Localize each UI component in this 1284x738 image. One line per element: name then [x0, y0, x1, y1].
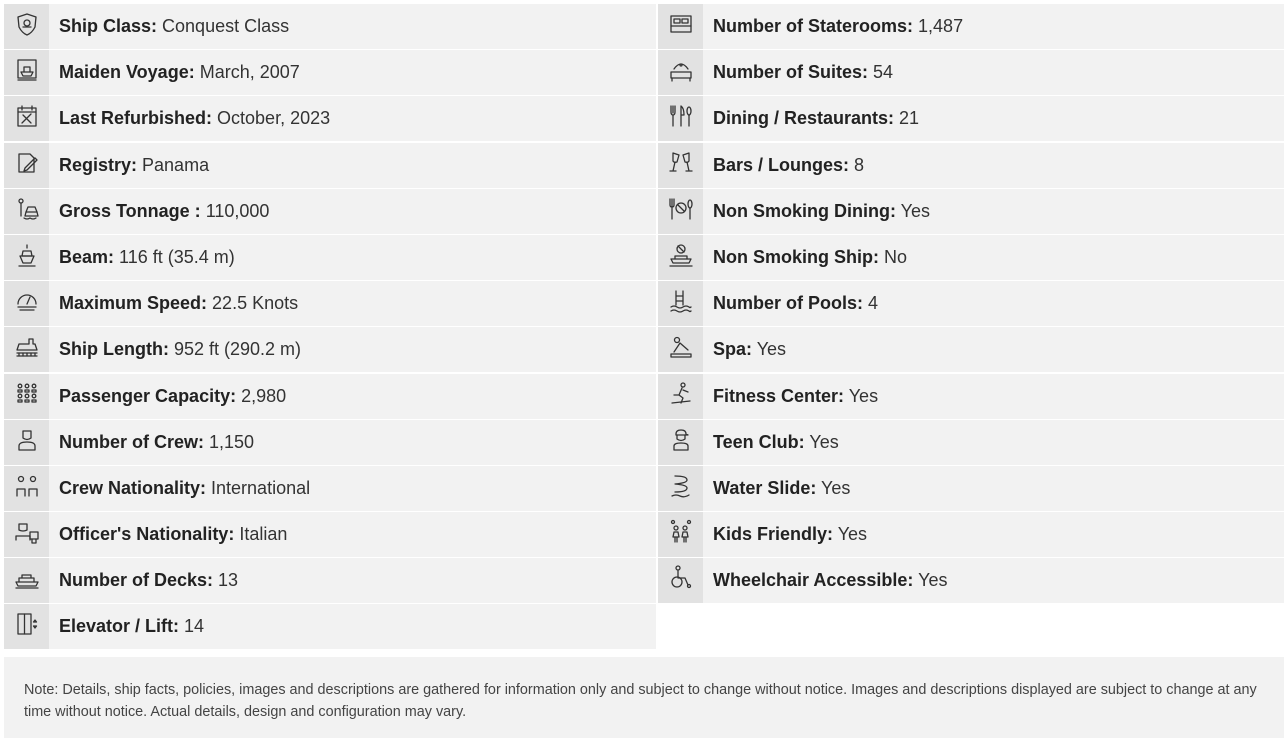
fact-icon-cell [4, 327, 49, 372]
fact-label: Kids Friendly: [713, 524, 834, 545]
fact-row [4, 327, 656, 372]
fact-label: Registry: [59, 154, 138, 175]
fact-value: October, 2023 [212, 108, 331, 129]
fact-text [703, 386, 878, 407]
ship-facts-left-column [4, 4, 656, 651]
ship-frame-icon [14, 57, 40, 88]
fact-value: Yes [844, 385, 879, 406]
fact-row [4, 96, 656, 141]
fact-text [703, 293, 878, 314]
ship-front-icon [14, 242, 40, 273]
fact-value: Yes [895, 200, 931, 221]
fact-label: Wheelchair Accessible: [713, 570, 914, 591]
fact-text [49, 339, 301, 360]
bed-icon [668, 11, 694, 42]
fact-value: 54 [868, 62, 894, 83]
fact-text [49, 201, 269, 222]
fact-label: Crew Nationality: [59, 477, 207, 498]
crew-member-icon [14, 427, 40, 458]
fact-icon-cell [658, 420, 703, 465]
fact-text [49, 247, 235, 268]
fact-text [49, 478, 310, 499]
fact-text [703, 478, 850, 499]
fact-icon-cell [658, 327, 703, 372]
no-smoking-dining-icon [668, 196, 694, 227]
fact-text [49, 524, 287, 545]
fact-value: 8 [849, 154, 865, 175]
fact-value: 2,980 [236, 385, 287, 406]
fact-label: Number of Suites: [713, 62, 869, 83]
fact-value: Conquest Class [157, 16, 290, 36]
calendar-tools-icon [14, 103, 40, 134]
fact-value: Yes [752, 339, 787, 360]
fact-value: 13 [213, 570, 239, 591]
fact-label: Ship Class: [59, 16, 158, 36]
fact-text [49, 62, 300, 83]
fact-text [703, 108, 919, 129]
fact-icon-cell [658, 558, 703, 603]
fact-icon-cell [658, 235, 703, 280]
fact-value: 14 [179, 616, 205, 637]
fact-label: Elevator / Lift: [59, 616, 180, 637]
fact-value: 1,150 [204, 431, 255, 452]
fact-icon-cell [658, 466, 703, 511]
fact-icon-cell [4, 374, 49, 419]
fact-icon-cell [658, 4, 703, 49]
fact-value: Yes [833, 524, 868, 545]
fact-label: Number of Pools: [713, 293, 864, 314]
fact-value: March, 2007 [194, 62, 300, 83]
fact-value: Panama [137, 154, 210, 175]
fact-row [658, 96, 1284, 141]
fact-value: 22.5 Knots [207, 293, 299, 314]
fact-icon-cell [4, 235, 49, 280]
fact-row [658, 4, 1284, 49]
fact-text [49, 293, 298, 314]
fact-label: Passenger Capacity: [59, 385, 237, 406]
fact-label: Number of Crew: [59, 431, 205, 452]
speedometer-icon [14, 288, 40, 319]
fact-value: 4 [863, 293, 879, 314]
cruise-ship-decks-icon [14, 565, 40, 596]
disclaimer-note: Note: Details, ship facts, policies, images and descriptions are gathered for information only and subject to change without notice. Images and descriptions displayed are subject to change at any time without notice. Actual details, design and configuration may vary. [4, 657, 1284, 738]
fact-text [49, 108, 330, 129]
spa-icon [668, 334, 694, 365]
fact-text [703, 62, 893, 83]
fact-icon-cell [658, 50, 703, 95]
fact-row [4, 235, 656, 280]
elevator-icon [14, 611, 40, 642]
fact-value: 116 ft (35.4 m) [114, 246, 235, 267]
fact-value: Yes [913, 570, 948, 591]
fact-text [703, 432, 839, 453]
fact-text [703, 247, 907, 268]
fact-icon-cell [4, 281, 49, 326]
fact-row [658, 235, 1284, 280]
teen-icon [668, 427, 694, 458]
no-smoking-ship-icon [668, 242, 694, 273]
fact-icon-cell [4, 50, 49, 95]
cutlery-icon [668, 103, 694, 134]
fact-row [4, 143, 656, 188]
fact-label: Officer's Nationality: [59, 524, 235, 545]
fact-row [658, 420, 1284, 465]
fact-row [4, 466, 656, 511]
fact-row [4, 50, 656, 95]
fact-icon-cell [658, 512, 703, 557]
fact-row [4, 512, 656, 557]
fact-text [49, 16, 289, 37]
wheelchair-icon [668, 565, 694, 596]
fact-icon-cell [658, 374, 703, 419]
document-pen-icon [14, 150, 40, 181]
fact-value: Yes [804, 431, 839, 452]
fact-text [49, 616, 204, 637]
shield-icon [14, 11, 40, 42]
passengers-icon [14, 381, 40, 412]
fact-text [49, 155, 209, 176]
fact-icon-cell [4, 143, 49, 188]
water-slide-icon [668, 473, 694, 504]
fact-icon-cell [4, 466, 49, 511]
kids-icon [668, 519, 694, 550]
fact-value: 1,487 [913, 16, 964, 36]
fact-label: Dining / Restaurants: [713, 108, 895, 129]
fact-row [658, 466, 1284, 511]
fact-text [703, 570, 947, 591]
fact-icon-cell [4, 512, 49, 557]
anchor-ship-icon [14, 196, 40, 227]
fact-icon-cell [4, 604, 49, 649]
fact-label: Bars / Lounges: [713, 154, 850, 175]
fact-text [49, 570, 238, 591]
fact-row [4, 189, 656, 234]
fact-text [703, 16, 963, 37]
fact-label: Number of Staterooms: [713, 16, 914, 36]
fact-text [49, 432, 254, 453]
fact-value: Italian [234, 524, 288, 545]
fact-row [658, 327, 1284, 372]
fact-label: Maiden Voyage: [59, 62, 195, 83]
fact-text [703, 155, 864, 176]
fact-label: Water Slide: [713, 477, 817, 498]
fact-row [658, 374, 1284, 419]
fact-icon-cell [4, 96, 49, 141]
fact-label: Maximum Speed: [59, 293, 208, 314]
fact-label: Non Smoking Ship: [713, 246, 879, 267]
fact-row [4, 4, 656, 49]
suite-bed-icon [668, 57, 694, 88]
fact-value: International [206, 477, 311, 498]
ship-facts-right-column [658, 4, 1284, 604]
fact-row [658, 558, 1284, 603]
fact-value: No [879, 246, 908, 267]
fact-icon-cell [658, 143, 703, 188]
fact-label: Gross Tonnage : [59, 200, 201, 221]
fact-value: 21 [894, 108, 920, 129]
fact-text [49, 386, 286, 407]
champagne-glasses-icon [668, 150, 694, 181]
fact-row [4, 604, 656, 649]
fact-icon-cell [658, 189, 703, 234]
fitness-icon [668, 381, 694, 412]
fact-value: 952 ft (290.2 m) [168, 339, 302, 360]
fact-label: Spa: [713, 339, 753, 360]
fact-row [658, 143, 1284, 188]
fact-row [658, 512, 1284, 557]
fact-label: Beam: [59, 246, 115, 267]
fact-row [658, 281, 1284, 326]
fact-label: Non Smoking Dining: [713, 200, 896, 221]
ship-length-icon [14, 334, 40, 365]
fact-icon-cell [4, 558, 49, 603]
pool-icon [668, 288, 694, 319]
fact-label: Number of Decks: [59, 570, 214, 591]
fact-value: Yes [816, 477, 851, 498]
fact-text [703, 201, 930, 222]
fact-icon-cell [4, 189, 49, 234]
fact-icon-cell [4, 4, 49, 49]
fact-row [4, 420, 656, 465]
fact-row [4, 558, 656, 603]
fact-label: Teen Club: [713, 431, 805, 452]
fact-row [4, 374, 656, 419]
fact-icon-cell [4, 420, 49, 465]
fact-row [658, 50, 1284, 95]
fact-icon-cell [658, 96, 703, 141]
fact-row [658, 189, 1284, 234]
fact-text [703, 339, 786, 360]
fact-text [703, 524, 867, 545]
fact-label: Last Refurbished: [59, 108, 213, 129]
fact-value: 110,000 [200, 200, 270, 221]
officer-icon [14, 519, 40, 550]
crew-pair-icon [14, 473, 40, 504]
fact-label: Ship Length: [59, 339, 169, 360]
fact-row [4, 281, 656, 326]
fact-icon-cell [658, 281, 703, 326]
fact-label: Fitness Center: [713, 385, 845, 406]
